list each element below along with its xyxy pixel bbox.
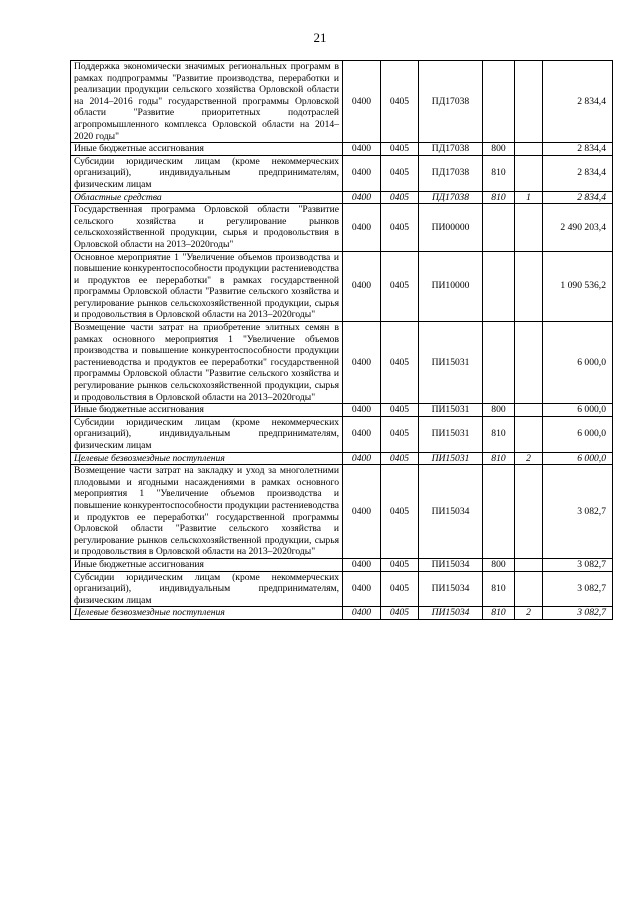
row-section-code: 0400 <box>343 558 381 571</box>
row-amount: 3 082,7 <box>543 607 613 620</box>
row-section-code: 0400 <box>343 416 381 452</box>
row-expense-type: 810 <box>483 155 515 191</box>
row-amount: 6 000,0 <box>543 452 613 465</box>
table-row <box>71 322 613 404</box>
row-subsection-code: 0405 <box>381 571 419 607</box>
row-section-code: 0400 <box>343 465 381 559</box>
row-amount: 2 834,4 <box>543 143 613 156</box>
row-name: Субсидии юридическим лицам (кроме некоммерческих организаций), индивидуальным предпринимателям, физическим лицам <box>71 571 343 607</box>
row-amount: 3 082,7 <box>543 465 613 559</box>
row-target-article: ПИ00000 <box>419 204 483 251</box>
row-expense-type: 800 <box>483 143 515 156</box>
row-expense-type: 800 <box>483 558 515 571</box>
row-funding-source <box>515 143 543 156</box>
row-amount: 3 082,7 <box>543 571 613 607</box>
row-amount: 3 082,7 <box>543 558 613 571</box>
row-target-article: ПИ15031 <box>419 322 483 404</box>
row-target-article: ПИ15034 <box>419 571 483 607</box>
table-body <box>71 61 613 620</box>
row-expense-type <box>483 204 515 251</box>
row-amount: 6 000,0 <box>543 322 613 404</box>
row-funding-source <box>515 251 543 322</box>
row-name: Целевые безвозмездные поступления <box>71 452 343 465</box>
row-funding-source <box>515 204 543 251</box>
table-row <box>71 571 613 607</box>
row-target-article: ПИ15034 <box>419 558 483 571</box>
row-funding-source: 1 <box>515 191 543 204</box>
row-section-code: 0400 <box>343 404 381 417</box>
row-name: Поддержка экономически значимых региональных программ в рамках подпрограммы "Развитие производства, переработки и реализации продукции сельского хозяйства Орловской области на 2014–2016 годы" государственной программы Орловской области "Развитие приоритетных подотраслей агропромышленного комплекса Орловской области на 2014–2020 годы" <box>71 61 343 143</box>
row-expense-type: 810 <box>483 452 515 465</box>
row-target-article: ПИ15031 <box>419 404 483 417</box>
row-section-code: 0400 <box>343 607 381 620</box>
row-section-code: 0400 <box>343 143 381 156</box>
row-name: Возмещение части затрат на закладку и уход за многолетними плодовыми и ягодными насаждениями в рамках основного мероприятия 1 "Увеличение объемов производства и повышение конкурентоспособности продукции растениеводства и продуктов ее переработки" государственной программы Орловской области "Развитие сельского хозяйства и регулирование рынков сельскохозяйственной продукции, сырья и продовольствия в Орловской области на 2013–2020годы" <box>71 465 343 559</box>
table-row <box>71 607 613 620</box>
row-expense-type <box>483 322 515 404</box>
row-name: Иные бюджетные ассигнования <box>71 404 343 417</box>
row-section-code: 0400 <box>343 61 381 143</box>
row-subsection-code: 0405 <box>381 416 419 452</box>
row-section-code: 0400 <box>343 155 381 191</box>
row-funding-source <box>515 404 543 417</box>
row-amount: 6 000,0 <box>543 416 613 452</box>
row-section-code: 0400 <box>343 571 381 607</box>
row-target-article: ПД17038 <box>419 143 483 156</box>
page-number: 21 <box>313 30 327 45</box>
row-subsection-code: 0405 <box>381 251 419 322</box>
table-row <box>71 155 613 191</box>
row-section-code: 0400 <box>343 452 381 465</box>
row-name: Иные бюджетные ассигнования <box>71 558 343 571</box>
row-amount: 1 090 536,2 <box>543 251 613 322</box>
row-expense-type: 810 <box>483 571 515 607</box>
row-subsection-code: 0405 <box>381 452 419 465</box>
table-row <box>71 465 613 559</box>
row-target-article: ПИ10000 <box>419 251 483 322</box>
row-subsection-code: 0405 <box>381 558 419 571</box>
row-target-article: ПИ15031 <box>419 452 483 465</box>
row-subsection-code: 0405 <box>381 465 419 559</box>
row-name: Возмещение части затрат на приобретение элитных семян в рамках основного мероприятия 1 "Увеличение объемов производства и повышение конкурентоспособности продукции растениеводства и продуктов ее переработки" государственной программы Орловской области "Развитие сельского хозяйства и регулирование рынков сельскохозяйственной продукции, сырья и продовольствия в Орловской области на 2013–2020годы" <box>71 322 343 404</box>
row-subsection-code: 0405 <box>381 607 419 620</box>
row-name: Субсидии юридическим лицам (кроме некоммерческих организаций), индивидуальным предпринимателям, физическим лицам <box>71 416 343 452</box>
row-name: Областные средства <box>71 191 343 204</box>
table-row <box>71 191 613 204</box>
table-row <box>71 416 613 452</box>
row-target-article: ПД17038 <box>419 155 483 191</box>
row-amount: 2 490 203,4 <box>543 204 613 251</box>
row-subsection-code: 0405 <box>381 155 419 191</box>
row-target-article: ПИ15034 <box>419 607 483 620</box>
budget-table <box>70 60 613 620</box>
row-section-code: 0400 <box>343 251 381 322</box>
row-amount: 2 834,4 <box>543 155 613 191</box>
row-name: Субсидии юридическим лицам (кроме некоммерческих организаций), индивидуальным предпринимателям, физическим лицам <box>71 155 343 191</box>
row-subsection-code: 0405 <box>381 404 419 417</box>
table-row <box>71 404 613 417</box>
table-row <box>71 251 613 322</box>
row-target-article: ПИ15034 <box>419 465 483 559</box>
row-funding-source <box>515 416 543 452</box>
row-funding-source <box>515 558 543 571</box>
row-expense-type <box>483 61 515 143</box>
row-expense-type: 800 <box>483 404 515 417</box>
row-expense-type <box>483 465 515 559</box>
row-subsection-code: 0405 <box>381 322 419 404</box>
row-amount: 6 000,0 <box>543 404 613 417</box>
row-funding-source <box>515 322 543 404</box>
row-funding-source <box>515 155 543 191</box>
row-amount: 2 834,4 <box>543 61 613 143</box>
row-funding-source <box>515 61 543 143</box>
row-subsection-code: 0405 <box>381 61 419 143</box>
row-amount: 2 834,4 <box>543 191 613 204</box>
row-section-code: 0400 <box>343 191 381 204</box>
row-name: Иные бюджетные ассигнования <box>71 143 343 156</box>
table-row <box>71 452 613 465</box>
row-expense-type: 810 <box>483 607 515 620</box>
row-name: Основное мероприятие 1 "Увеличение объемов производства и повышение конкурентоспособности продукции растениеводства и продуктов ее переработки" в рамках государственной программы Орловской области "Развитие сельского хозяйства и регулирование рынков сельскохозяйственной продукции, сырья и продовольствия в Орловской области на 2013–2020годы" <box>71 251 343 322</box>
row-funding-source <box>515 571 543 607</box>
row-funding-source <box>515 465 543 559</box>
row-subsection-code: 0405 <box>381 191 419 204</box>
row-expense-type <box>483 251 515 322</box>
table-row <box>71 61 613 143</box>
table-row <box>71 143 613 156</box>
row-target-article: ПД17038 <box>419 61 483 143</box>
row-section-code: 0400 <box>343 322 381 404</box>
row-expense-type: 810 <box>483 416 515 452</box>
row-name: Целевые безвозмездные поступления <box>71 607 343 620</box>
row-funding-source: 2 <box>515 452 543 465</box>
row-funding-source: 2 <box>515 607 543 620</box>
table-row <box>71 558 613 571</box>
row-subsection-code: 0405 <box>381 204 419 251</box>
row-section-code: 0400 <box>343 204 381 251</box>
row-name: Государственная программа Орловской области "Развитие сельского хозяйства и регулирование рынков сельскохозяйственной продукции, сырья и продовольствия в Орловской области на 2013–2020годы" <box>71 204 343 251</box>
row-target-article: ПД17038 <box>419 191 483 204</box>
row-target-article: ПИ15031 <box>419 416 483 452</box>
row-subsection-code: 0405 <box>381 143 419 156</box>
row-expense-type: 810 <box>483 191 515 204</box>
table-row <box>71 204 613 251</box>
